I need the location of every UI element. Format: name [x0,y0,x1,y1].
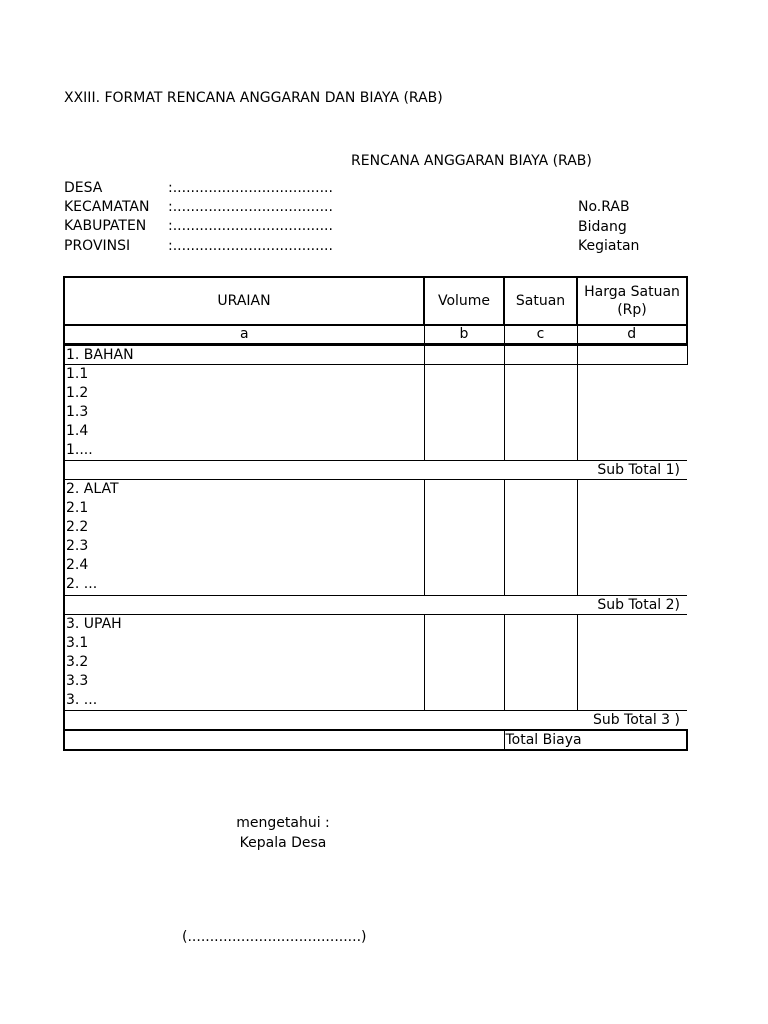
no-rab-label: No.RAB [578,199,630,215]
list-item: 2.1 [66,500,89,516]
bidang-label: Bidang [578,219,627,235]
list-item: 1.4 [66,423,89,439]
signature-name-placeholder: (.......................................) [182,929,367,945]
col-header-harga-satuan: Harga Satuan (Rp) [577,277,687,325]
desa-label: DESA [64,180,103,196]
section-title: 1. BAHAN [64,345,424,365]
list-item: 2.3 [66,538,89,554]
col-letter-b: b [424,325,504,345]
provinsi-value: :.................................... [168,238,333,254]
item-rows [64,480,687,596]
col-letter-d: d [577,325,687,345]
total-row [64,730,687,750]
item-list [64,480,424,596]
list-item: 3. ... [66,692,98,708]
section-row [64,345,687,365]
list-item: 2.4 [66,557,89,573]
provinsi-label: PROVINSI [64,238,131,254]
signer-role: Kepala Desa [239,835,327,851]
kegiatan-label: Kegiatan [578,238,640,254]
list-item: 3.1 [66,635,89,651]
table-header-row [64,277,687,325]
subtotal-row [64,596,687,615]
subtotal-row [64,711,687,731]
subtotal-label: Sub Total 2) [64,596,687,615]
col-letter-c: c [504,325,577,345]
item-list [64,365,424,461]
form-title: RENCANA ANGGARAN BIAYA (RAB) [351,153,592,169]
signature-block [233,813,333,853]
desa-value: :.................................... [168,180,333,196]
list-item: 2. ... [66,576,98,592]
item-rows [64,365,687,461]
kabupaten-value: :.................................... [168,218,333,234]
list-item: 1.... [66,442,93,458]
list-item: 3.2 [66,654,89,670]
subtotal-row [64,461,687,480]
kecamatan-value: :.................................... [168,199,333,215]
col-letter-a: a [64,325,424,345]
item-rows [64,615,687,711]
rab-table [63,276,688,751]
list-item: 2.2 [66,519,89,535]
col-header-volume: Volume [424,277,504,325]
list-item: 1.3 [66,404,89,420]
item-list [64,615,424,711]
subtotal-label: Sub Total 1) [64,461,687,480]
acknowledge-text: mengetahui : [236,815,330,831]
list-item: 1.1 [66,366,89,382]
document-heading: XXIII. FORMAT RENCANA ANGGARAN DAN BIAYA (RAB) [64,90,443,106]
section-title: 2. ALAT [66,481,119,497]
total-biaya-label: Total Biaya [504,730,687,750]
col-header-satuan: Satuan [504,277,577,325]
subtotal-label: Sub Total 3 ) [64,711,687,731]
section-title: 3. UPAH [66,616,122,632]
list-item: 1.2 [66,385,89,401]
kecamatan-label: KECAMATAN [64,199,150,215]
col-header-uraian: URAIAN [64,277,424,325]
column-letter-row [64,325,687,345]
list-item: 3.3 [66,673,89,689]
kabupaten-label: KABUPATEN [64,218,147,234]
